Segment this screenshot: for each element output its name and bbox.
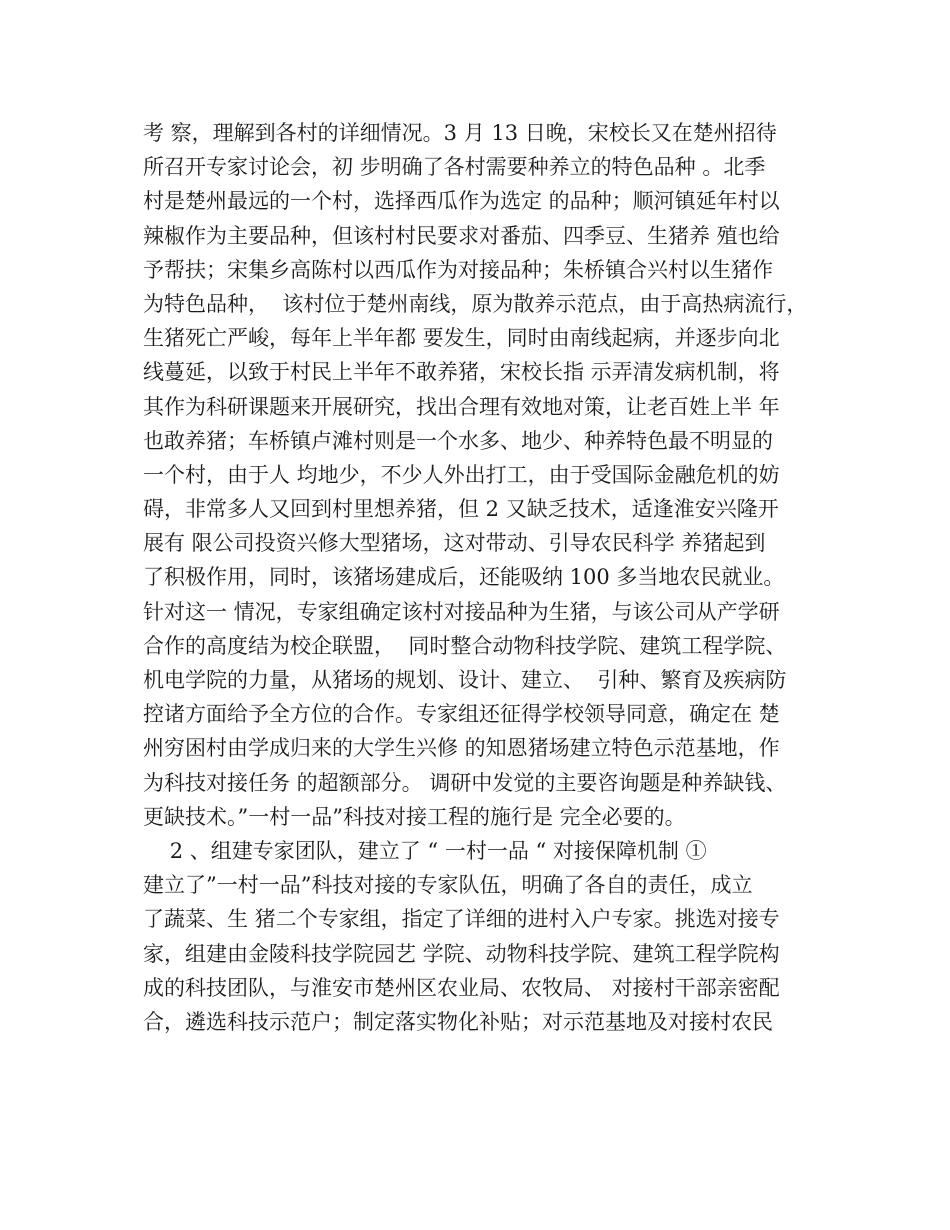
text-line: 更缺技术。”一村一品”科技对接工程的施行是 完全必要的。 [143,804,686,829]
text-line: 合作的高度结为校企联盟， 同时整合动物科技学院、建筑工程学院、 [143,633,787,658]
text-line: 其作为科研课题来开展研究，找出合理有效地对策，让老百姓上半 年 [143,394,780,419]
text-line: 村是楚州最远的一个村，选择西瓜作为选定 的品种；顺河镇延年村以 [143,189,780,214]
text-line: 予帮扶；宋集乡高陈村以西瓜作为对接品种；朱桥镇合兴村以生猪作 [143,257,773,282]
text-line: 了积极作用，同时，该猪场建成后，还能吸纳 100 多当地农民就业。 [143,565,785,590]
text-line: 考 察，理解到各村的详细情况。3 月 13 日晚，宋校长又在楚州招待 [143,121,777,145]
text-line: 州穷困村由学成归来的大学生兴修 的知恩猪场建立特色示范基地，作 [143,736,780,761]
text-line: 辣椒作为主要品种，但该村村民要求对番茄、四季豆、生猪养 殖也给 [143,223,780,248]
text-line: 碍，非常多人又回到村里想养猪，但 2 又缺乏技术，适逢淮安兴隆开 [143,497,779,522]
text-line: 为特色品种， 该村位于楚州南线，原为散养示范点，由于高热病流行， [143,291,808,316]
text-line: 成的科技团队，与淮安市楚州区农业局、农牧局、 对接村干部亲密配 [143,975,780,1000]
body-text [143,116,843,1039]
text-line: 建立了”一村一品”科技对接的专家队伍，明确了各自的责任，成立 [143,873,753,898]
text-line: 控诸方面给予全方位的合作。专家组还征得学校领导同意，确定在 楚 [143,702,780,727]
text-line: 线蔓延，以致于村民上半年不敢养猪，宋校长指 示弄清发病机制，将 [143,360,780,385]
text-line: 生猪死亡严峻，每年上半年都 要发生，同时由南线起病，并逐步向北 [143,326,780,351]
text-line: 针对这一 情况，专家组确定该村对接品种为生猪，与该公司从产学研 [143,599,780,624]
text-line: 一个村，由于人 均地少，不少人外出打工，由于受国际金融危机的妨 [143,462,780,487]
text-line: 2 、组建专家团队，建立了 “ 一村一品 “ 对接保障机制 ① [143,838,707,863]
text-line: 了蔬菜、生 猪二个专家组，指定了详细的进村入户专家。挑选对接专 [143,907,780,932]
text-line: 家，组建由金陵科技学院园艺 学院、动物科技学院、建筑工程学院构 [143,941,780,966]
text-line: 为科技对接任务 的超额部分。 调研中发觉的主要咨询题是种养缺钱、 [143,770,787,795]
text-line: 也敢养猪；车桥镇卢滩村则是一个水多、地少、种养特色最不明显的 [143,428,773,453]
text-line: 机电学院的力量，从猪场的规划、设计、建立、 引种、繁育及疾病防 [143,668,787,692]
text-line: 展有 限公司投资兴修大型猪场，这对带动、引导农民科学 养猪起到 [143,531,766,556]
text-line: 合，遴选科技示范户；制定落实物化补贴；对示范基地及对接村农民 [143,1009,773,1034]
text-line: 所召开专家讨论会，初 步明确了各村需要种养立的特色品种 。北季 [143,155,766,180]
